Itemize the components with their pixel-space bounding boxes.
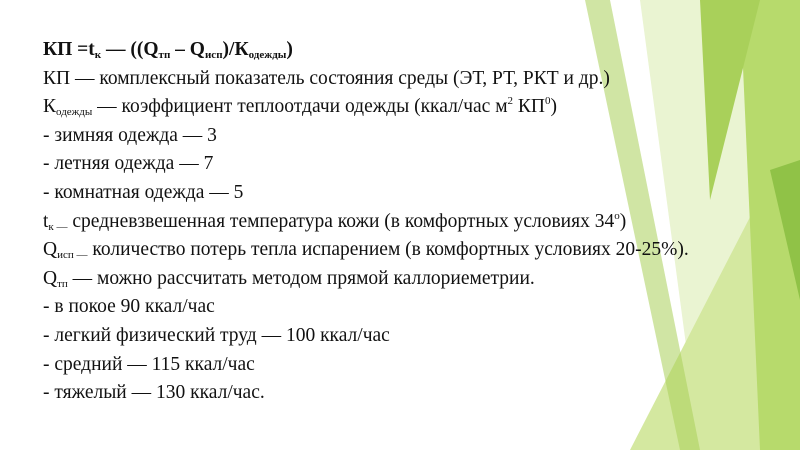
formula-line: КП $=t_к$ — $((Q_{тп} - Q_{исп})/К_{одежды})$: [43, 39, 293, 61]
kp-definition: КП — комплексный показатель состояния среды (ЭТ, РТ, РКТ и др.): [43, 67, 610, 89]
list-item-light-work: - легкий физический труд — 100 ккал/час: [43, 324, 390, 346]
list-item-summer: - летняя одежда — 7: [43, 153, 214, 175]
qtp-definition: $Q_{тп}$ — можно рассчитать методом прямой каллориеметрии.: [43, 267, 535, 290]
list-item-rest: - в покое 90 ккал/час: [43, 296, 215, 318]
list-item-room: - комнатная одежда — 5: [43, 181, 244, 203]
k-definition: $К_{одежды}$ — коэффициент теплоотдачи одежды (ккал/час $м^2$ $КП^0$): [43, 95, 558, 119]
list-item-heavy-work: - тяжелый — 130 ккал/час.: [43, 382, 265, 404]
list-item-winter: - зимняя одежда — 3: [43, 124, 217, 146]
list-item-medium-work: - средний — 115 ккал/час: [43, 353, 255, 375]
tk-definition: $t_{к —}$ средневзвешенная температура кожи (в комфортных условиях $34^о$): [43, 209, 627, 233]
slide-body: [43, 36, 763, 408]
qisp-definition: $Q_{исп —}$ количество потерь тепла испарением (в комфортных условиях 20-25%).: [43, 239, 689, 262]
